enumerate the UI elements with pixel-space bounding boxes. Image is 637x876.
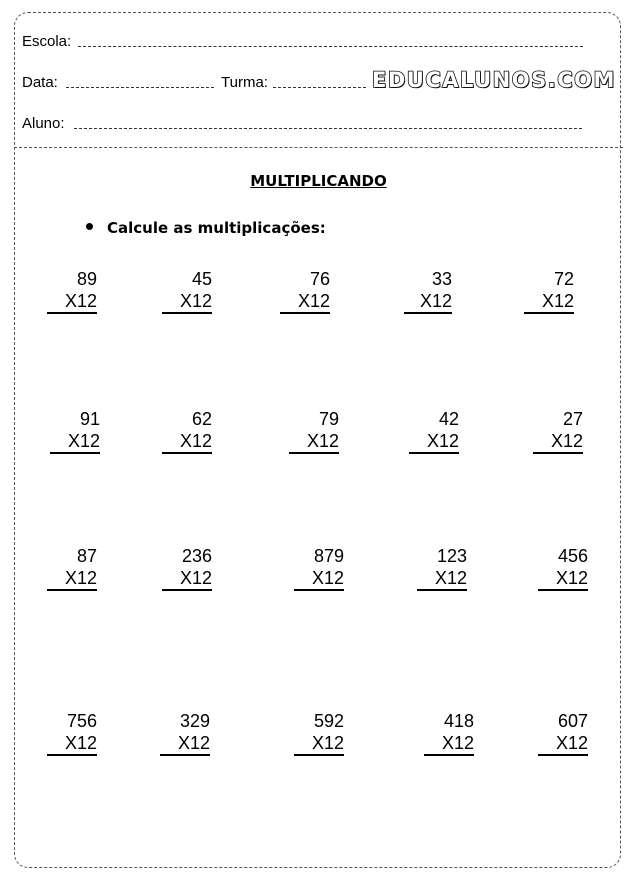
multiplier: X12	[160, 732, 210, 756]
multiplicand: 91	[79, 409, 100, 429]
multiplication-problem	[47, 268, 97, 314]
multiplication-problem	[294, 710, 344, 756]
multiplicand: 456	[557, 546, 588, 566]
multiplication-problem	[409, 408, 459, 454]
multiplicand: 72	[553, 269, 574, 289]
multiplier: X12	[294, 567, 344, 591]
multiplicand: 42	[438, 409, 459, 429]
multiplier: X12	[404, 290, 452, 314]
multiplicand: 89	[76, 269, 97, 289]
instruction-text: Calcule as multiplicações:	[107, 219, 326, 237]
multiplication-problem	[524, 268, 574, 314]
multiplier: X12	[47, 732, 97, 756]
multiplier: X12	[524, 290, 574, 314]
brand-logo: EDUCALUNOS.COM	[372, 68, 616, 92]
multiplicand: 79	[318, 409, 339, 429]
multiplier: X12	[47, 567, 97, 591]
multiplier: X12	[538, 567, 588, 591]
header-divider	[14, 147, 623, 148]
multiplication-problem	[50, 408, 100, 454]
multiplicand: 756	[66, 711, 97, 731]
multiplication-problem	[533, 408, 583, 454]
escola-label: Escola:	[22, 33, 72, 50]
multiplication-problem	[280, 268, 330, 314]
multiplier: X12	[424, 732, 474, 756]
multiplicand: 236	[181, 546, 212, 566]
multiplier: X12	[538, 732, 588, 756]
multiplier: X12	[162, 430, 212, 454]
multiplicand: 87	[76, 546, 97, 566]
multiplication-problem	[404, 268, 452, 314]
multiplier: X12	[280, 290, 330, 314]
multiplication-problem	[538, 545, 588, 591]
multiplication-problem	[538, 710, 588, 756]
escola-field[interactable]	[78, 46, 583, 47]
multiplicand: 76	[309, 269, 330, 289]
multiplicand: 879	[313, 546, 344, 566]
multiplier: X12	[533, 430, 583, 454]
multiplier: X12	[417, 567, 467, 591]
page-title: MULTIPLICANDO	[250, 172, 387, 190]
multiplicand: 45	[191, 269, 212, 289]
multiplication-problem	[417, 545, 467, 591]
aluno-label: Aluno:	[22, 115, 65, 132]
turma-label: Turma:	[221, 74, 268, 91]
multiplier: X12	[162, 290, 212, 314]
multiplier: X12	[50, 430, 100, 454]
multiplier: X12	[162, 567, 212, 591]
multiplicand: 123	[436, 546, 467, 566]
multiplication-problem	[160, 710, 210, 756]
multiplicand: 33	[431, 269, 452, 289]
multiplier: X12	[289, 430, 339, 454]
multiplicand: 62	[191, 409, 212, 429]
instruction	[86, 219, 326, 237]
multiplicand: 27	[562, 409, 583, 429]
multiplication-problem	[47, 545, 97, 591]
data-field[interactable]	[66, 87, 214, 88]
multiplicand: 592	[313, 711, 344, 731]
multiplication-problem	[162, 268, 212, 314]
multiplier: X12	[47, 290, 97, 314]
multiplication-problem	[162, 408, 212, 454]
multiplication-problem	[289, 408, 339, 454]
multiplicand: 329	[179, 711, 210, 731]
multiplication-problem	[47, 710, 97, 756]
aluno-field[interactable]	[74, 128, 582, 129]
bullet-icon	[86, 223, 93, 230]
multiplicand: 418	[443, 711, 474, 731]
multiplicand: 607	[557, 711, 588, 731]
multiplication-problem	[294, 545, 344, 591]
multiplier: X12	[409, 430, 459, 454]
turma-field[interactable]	[273, 87, 366, 88]
data-label: Data:	[22, 74, 58, 91]
multiplication-problem	[162, 545, 212, 591]
multiplication-problem	[424, 710, 474, 756]
multiplier: X12	[294, 732, 344, 756]
